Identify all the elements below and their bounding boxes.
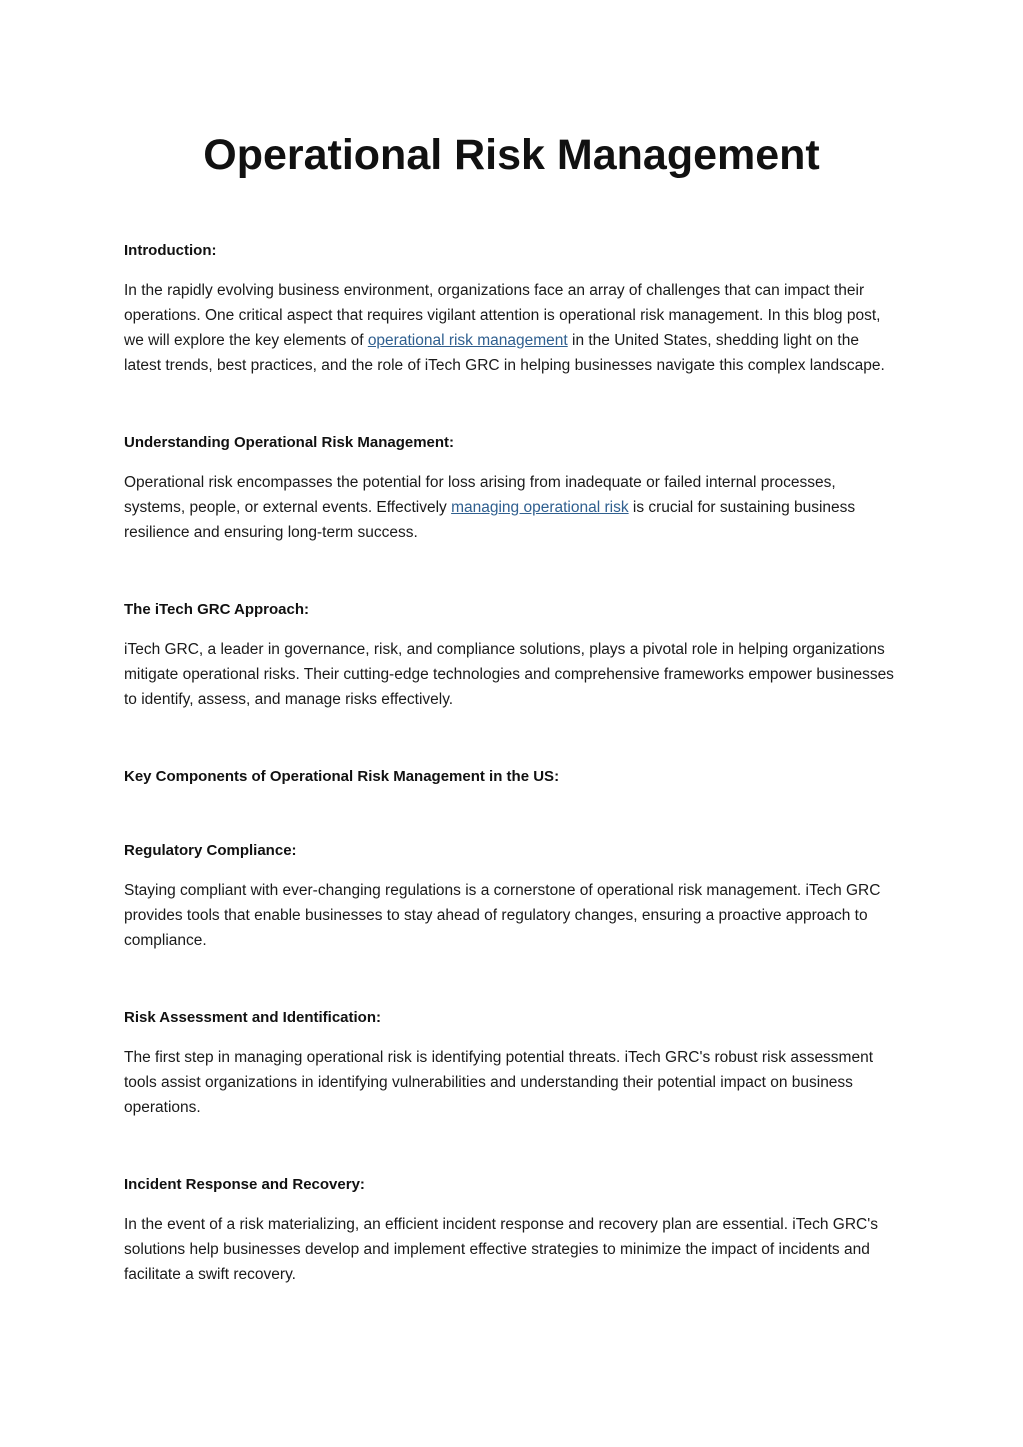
section-heading-incident-response: Incident Response and Recovery: xyxy=(124,1176,365,1193)
section-heading-understanding: Understanding Operational Risk Management: xyxy=(124,434,455,451)
paragraph-text: is crucial for sustaining business resilience and ensuring long-term success. xyxy=(124,499,856,541)
section-paragraph-approach: iTech GRC, a leader in governance, risk, and compliance solutions, plays a pivotal role in helping organizations mitigate operational risks. Their cutting-edge technologies and comprehensive frameworks empower businesses to identify, assess, and manage risks effectively. xyxy=(124,641,894,708)
managing-operational-risk-link[interactable]: managing operational risk xyxy=(451,499,629,516)
section-understanding xyxy=(124,432,899,545)
section-heading-key-components: Key Components of Operational Risk Management in the US: xyxy=(124,768,560,785)
page-title: Operational Risk Management xyxy=(203,131,820,179)
paragraph-text: Operational risk encompasses the potential for loss arising from inadequate or failed internal processes, systems, people, or external events. Effectively xyxy=(124,474,836,516)
section-heading-regulatory-compliance: Regulatory Compliance: xyxy=(124,842,297,859)
section-paragraph-introduction xyxy=(124,278,899,378)
section-paragraph-incident-response: In the event of a risk materializing, an efficient incident response and recovery plan are essential. iTech GRC's solutions help businesses develop and implement effective strategies to minimize the impact of incidents and facilitate a swift recovery. xyxy=(124,1216,878,1283)
operational-risk-management-link[interactable]: operational risk management xyxy=(367,332,568,349)
section-heading-introduction: Introduction: xyxy=(124,242,217,259)
section-paragraph-understanding xyxy=(124,470,899,545)
section-risk-assessment xyxy=(124,1007,899,1120)
section-introduction xyxy=(124,240,899,378)
paragraph-text: In the rapidly evolving business environment, organizations face an array of challenges that can impact their operations. One critical aspect that requires vigilant attention is operational risk management. In this blog post, we will explore the key elements of xyxy=(124,282,881,349)
section-regulatory-compliance xyxy=(124,840,899,953)
section-paragraph-risk-assessment: The first step in managing operational risk is identifying potential threats. iTech GRC's robust risk assessment tools assist organizations in identifying vulnerabilities and understanding their potential impact on business operations. xyxy=(124,1049,874,1116)
document-body xyxy=(124,240,899,1287)
section-heading-approach: The iTech GRC Approach: xyxy=(124,601,310,618)
section-key-components xyxy=(124,766,899,788)
section-incident-response xyxy=(124,1174,899,1287)
section-paragraph-regulatory-compliance: Staying compliant with ever-changing regulations is a cornerstone of operational risk management. iTech GRC provides tools that enable businesses to stay ahead of regulatory changes, ensuring a proactive approach to compliance. xyxy=(124,882,881,949)
section-approach xyxy=(124,599,899,712)
section-heading-risk-assessment: Risk Assessment and Identification: xyxy=(124,1009,382,1026)
paragraph-text: in the United States, shedding light on the latest trends, best practices, and the role of iTech GRC in helping businesses navigate this complex landscape. xyxy=(124,332,885,374)
